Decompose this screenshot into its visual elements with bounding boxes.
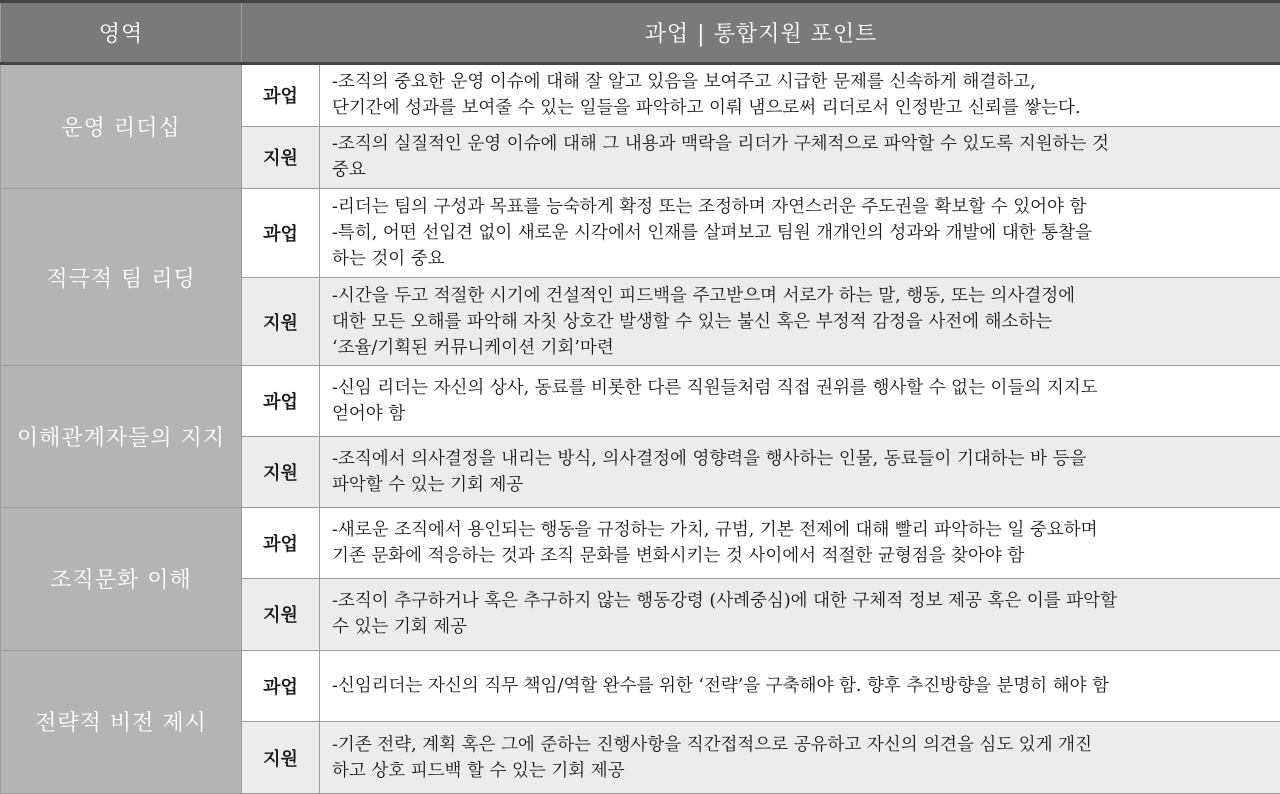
table-row [1,507,1280,579]
table-row [1,189,1280,278]
support-label: 지원 [242,722,320,794]
area-cell: 전략적 비전 제시 [1,650,242,793]
table-row [1,64,1280,127]
support-text: -시간을 두고 적절한 시기에 건설적인 피드백을 주고받으며 서로가 하는 말, 행동, 또는 의사결정에 대한 모든 오해를 파악해 자칫 상호간 발생할 수 있는 불신 혹은 부정적 감정을 사전에 해소하는 ‘조율/기획된 커뮤니케이션 기회’마련 [320,277,1280,366]
task-label: 과업 [242,64,320,127]
header-task-support: 과업 | 통합지원 포인트 [242,2,1280,64]
support-text: -조직의 실질적인 운영 이슈에 대해 그 내용과 맥락을 리더가 구체적으로 파악할 수 있도록 지원하는 것 중요 [320,126,1280,189]
task-label: 과업 [242,366,320,437]
task-text: -리더는 팀의 구성과 목표를 능숙하게 확정 또는 조정하며 자연스러운 주도권을 확보할 수 있어야 함 -특히, 어떤 선입견 없이 새로운 시각에서 인재를 살펴보고 팀원 개개인의 성과와 개발에 대한 통찰을 하는 것이 중요 [320,189,1280,278]
task-text: -조직의 중요한 운영 이슈에 대해 잘 알고 있음을 보여주고 시급한 문제를 신속하게 해결하고, 단기간에 성과를 보여줄 수 있는 일들을 파악하고 이뤄 냄으로써 리더로서 인정받고 신뢰를 쌓는다. [320,64,1280,127]
support-text: -조직에서 의사결정을 내리는 방식, 의사결정에 영향력을 행사하는 인물, 동료들이 기대하는 바 등을 파악할 수 있는 기회 제공 [320,437,1280,508]
support-label: 지원 [242,437,320,508]
support-label: 지원 [242,277,320,366]
area-cell: 적극적 팀 리딩 [1,189,242,366]
task-label: 과업 [242,507,320,579]
task-label: 과업 [242,189,320,278]
support-label: 지원 [242,126,320,189]
task-text: -신임리더는 자신의 직무 책임/역할 완수를 위한 ‘전략’을 구축해야 함. 향후 추진방향을 분명히 해야 함 [320,650,1280,722]
task-text: -새로운 조직에서 용인되는 행동을 규정하는 가치, 규범, 기본 전제에 대해 빨리 파악하는 일 중요하며 기존 문화에 적응하는 것과 조직 문화를 변화시키는 것 사이에서 적절한 균형점을 찾아야 함 [320,507,1280,579]
task-text: -신임 리더는 자신의 상사, 동료를 비롯한 다른 직원들처럼 직접 권위를 행사할 수 없는 이들의 지지도 얻어야 함 [320,366,1280,437]
table-row [1,650,1280,722]
task-label: 과업 [242,650,320,722]
support-text: -기존 전략, 계획 혹은 그에 준하는 진행사항을 직간접적으로 공유하고 자신의 의견을 심도 있게 개진 하고 상호 피드백 할 수 있는 기회 제공 [320,722,1280,794]
area-cell: 이해관계자들의 지지 [1,366,242,507]
area-cell: 운영 리더십 [1,64,242,189]
support-label: 지원 [242,579,320,651]
area-cell: 조직문화 이해 [1,507,242,650]
table-header-row [1,2,1280,64]
header-area: 영역 [1,2,242,64]
support-text: -조직이 추구하거나 혹은 추구하지 않는 행동강령 (사례중심)에 대한 구체적 정보 제공 혹은 이를 파악할 수 있는 기회 제공 [320,579,1280,651]
table-row [1,366,1280,437]
